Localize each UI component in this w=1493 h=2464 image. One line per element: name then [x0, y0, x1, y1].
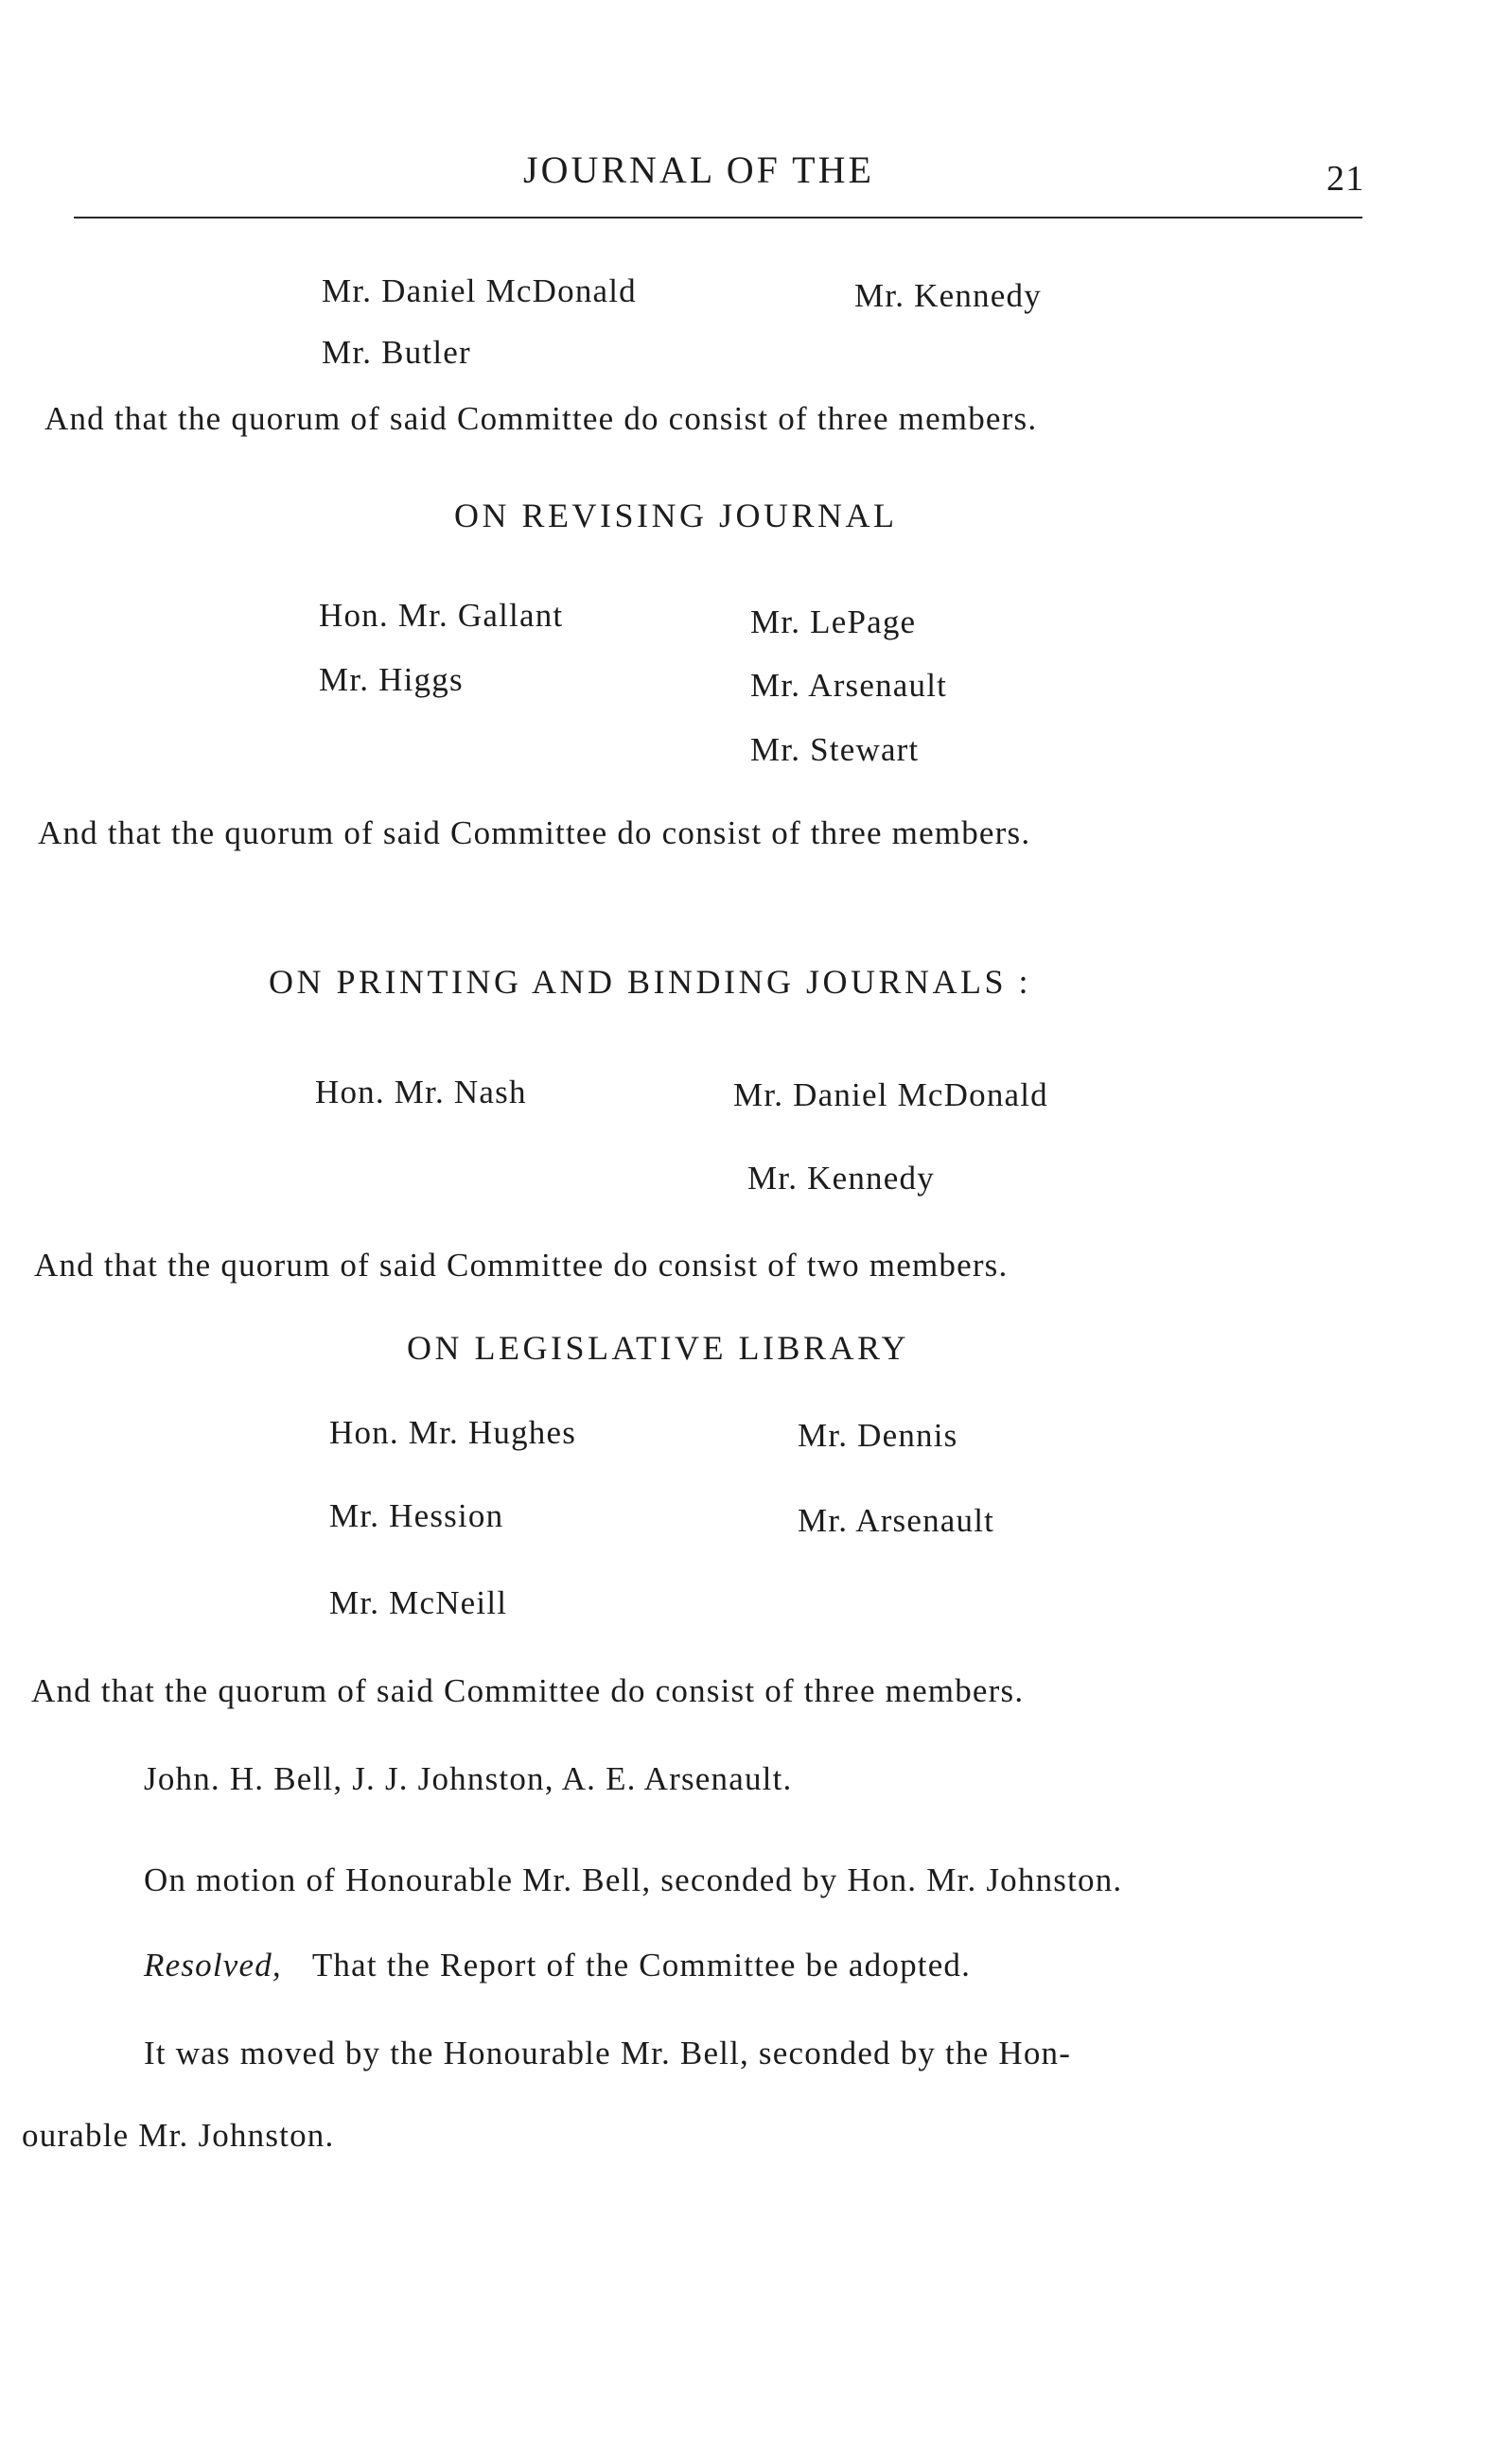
member-name: Hon. Mr. Nash — [315, 1074, 527, 1110]
quorum-statement: And that the quorum of said Committee do consist of three members. — [44, 400, 1038, 437]
member-name: Mr. Kennedy — [747, 1160, 935, 1197]
member-name: Mr. Daniel McDonald — [322, 272, 637, 309]
member-name: Mr. Hession — [329, 1497, 504, 1534]
member-name: Mr. Daniel McDonald — [733, 1076, 1048, 1113]
resolved-text: That the Report of the Committee be adopted. — [311, 1947, 972, 1983]
page-number: 21 — [1326, 159, 1365, 199]
member-name: Mr. Dennis — [798, 1417, 958, 1454]
section-heading: ON LEGISLATIVE LIBRARY — [407, 1329, 909, 1367]
resolution — [144, 1948, 971, 1982]
motion-text: On motion of Honourable Mr. Bell, seconded by Hon. Mr. Johnston. — [144, 1861, 1123, 1898]
quorum-statement: And that the quorum of said Committee do consist of two members. — [34, 1247, 1009, 1284]
section-heading: ON REVISING JOURNAL — [454, 497, 898, 534]
member-name: Mr. Higgs — [319, 661, 464, 698]
member-name: Mr. Arsenault — [750, 667, 948, 704]
header-rule — [74, 217, 1362, 218]
member-name: Mr. McNeill — [329, 1584, 508, 1621]
quorum-statement: And that the quorum of said Committee do consist of three members. — [38, 814, 1031, 851]
member-name: Mr. Butler — [322, 334, 471, 371]
member-name: Hon. Mr. Hughes — [329, 1414, 577, 1451]
quorum-statement: And that the quorum of said Committee do consist of three members. — [31, 1672, 1025, 1709]
member-name: Mr. LePage — [750, 603, 917, 640]
page-title: JOURNAL OF THE — [523, 149, 874, 191]
member-name: Mr. Stewart — [750, 731, 920, 768]
member-name: Mr. Arsenault — [798, 1502, 995, 1539]
signatories: John. H. Bell, J. J. Johnston, A. E. Arsenault. — [144, 1760, 793, 1797]
member-name: Hon. Mr. Gallant — [319, 597, 564, 634]
motion-text: It was moved by the Honourable Mr. Bell, seconded by the Hon- — [144, 2035, 1072, 2071]
section-heading: ON PRINTING AND BINDING JOURNALS : — [269, 963, 1032, 1001]
motion-text-continued: ourable Mr. Johnston. — [22, 2117, 335, 2154]
resolved-label: Resolved, — [144, 1947, 282, 1983]
member-name: Mr. Kennedy — [854, 277, 1042, 314]
